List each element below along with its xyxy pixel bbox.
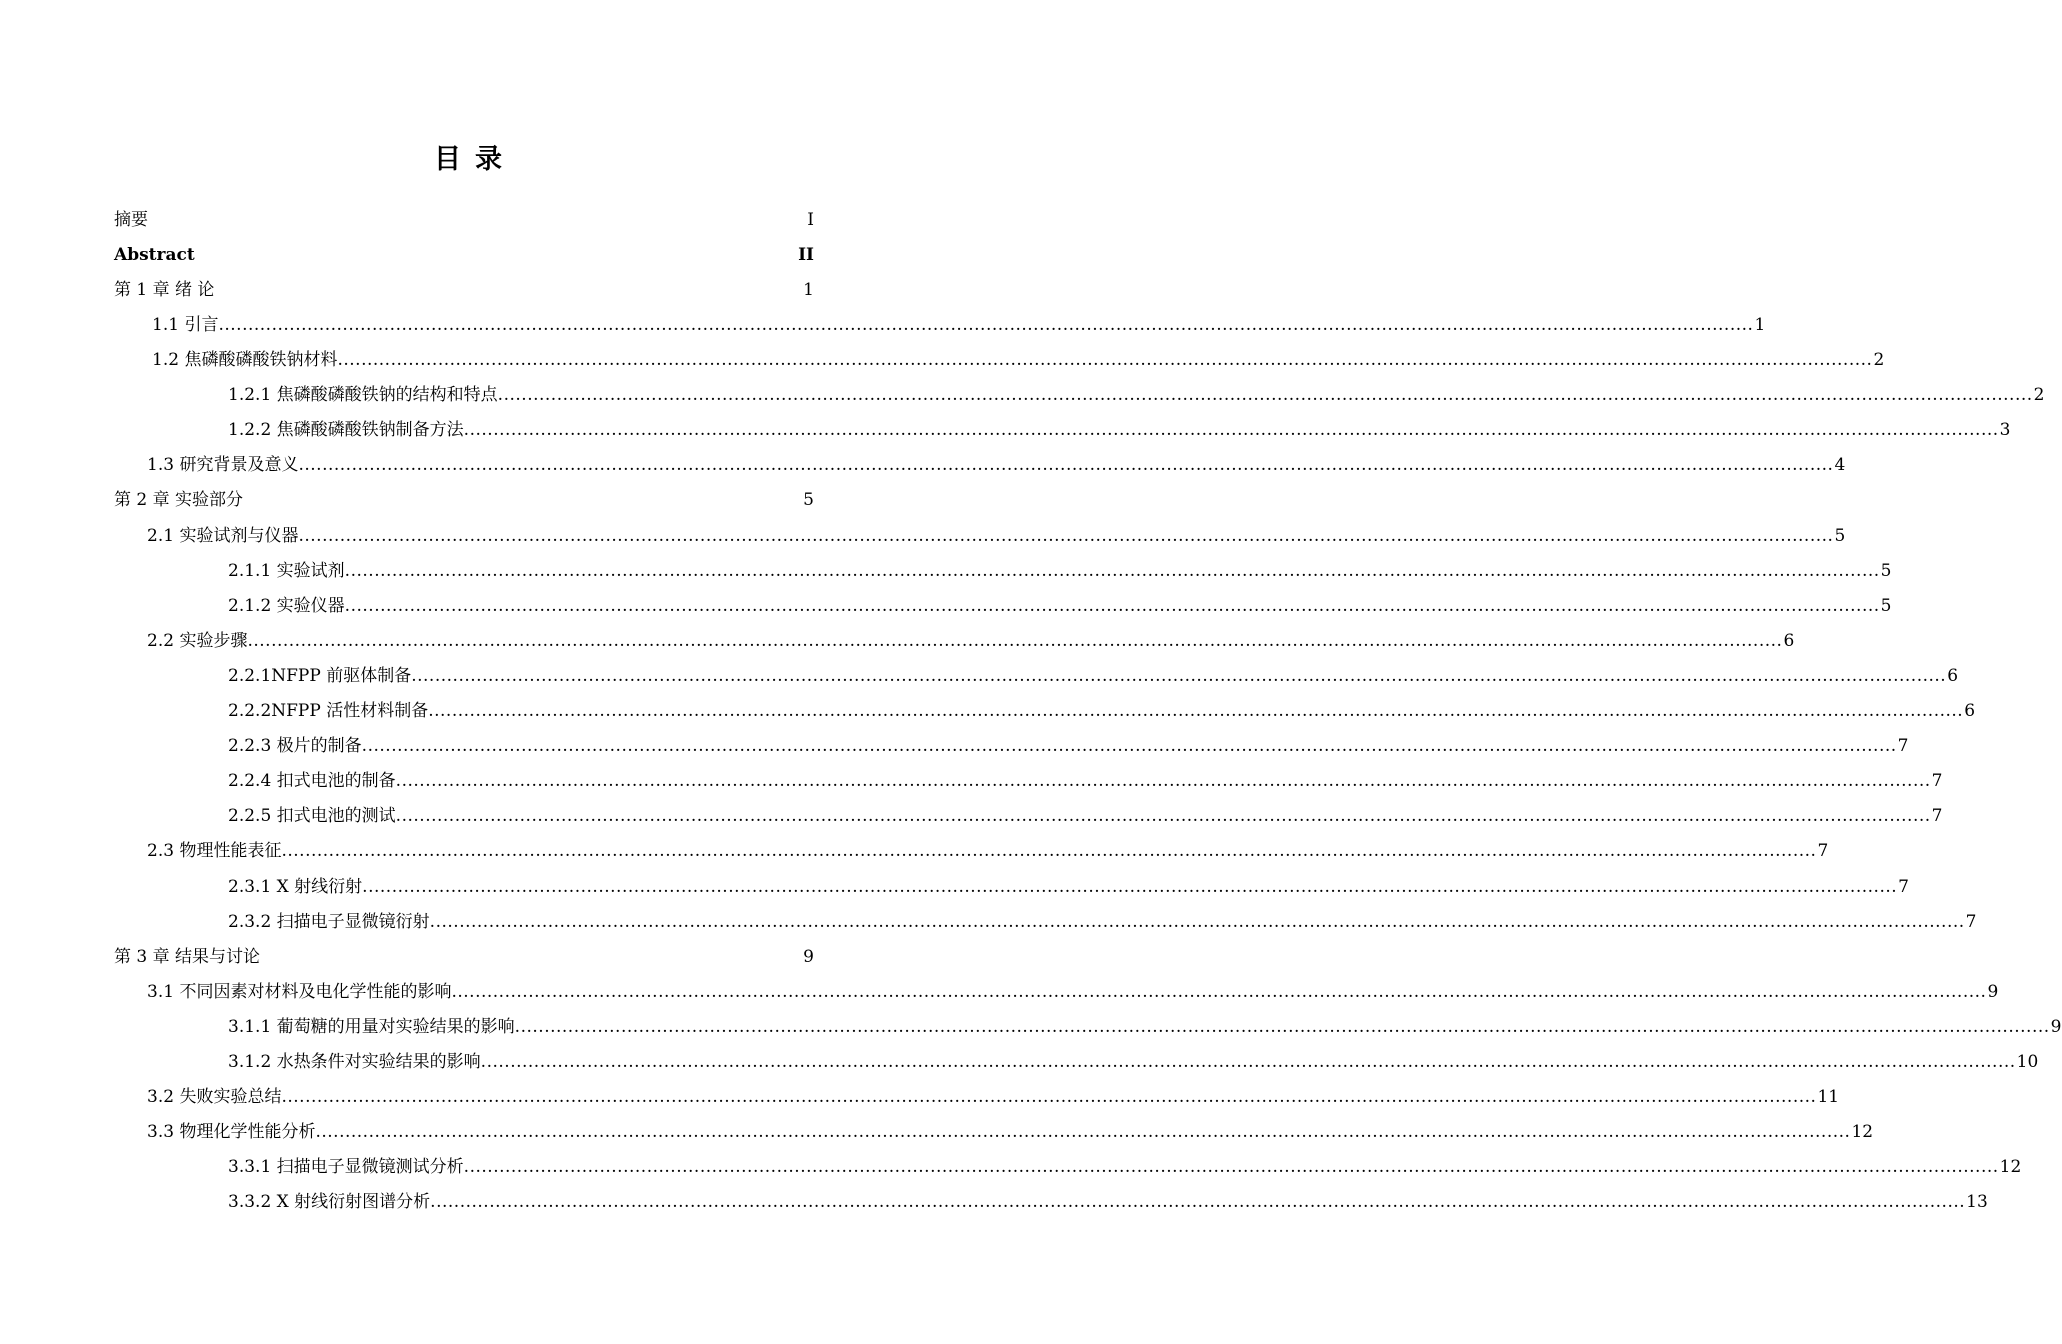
dot-leader: .................................................................................................................................................................................................................................................................... (411, 666, 1947, 686)
dot-leader: .................................................................................................................................................................................................................................................................... (428, 701, 1964, 721)
toc-entry-label: 3.1.1 葡萄糖的用量对实验结果的影响 (228, 1017, 515, 1037)
dot-leader: .................................................................................................................................................................................................................................................................... (298, 455, 1834, 475)
toc-entry-3-1-2[interactable] (228, 1049, 2039, 1075)
toc-entry-page: II (798, 245, 814, 265)
dot-leader: .................................................................................................................................................................................................................................................................... (480, 1052, 2016, 1072)
toc-entry-label: 2.3.1 X 射线衍射 (228, 877, 363, 897)
toc-entry-2-1-2[interactable] (228, 593, 1892, 619)
dot-leader: .................................................................................................................................................................................................................................................................... (344, 561, 1880, 581)
toc-chapter-label: 第 3 章 结果与讨论 (114, 947, 261, 967)
toc-entry-label: 2.3.2 扫描电子显微镜衍射 (228, 912, 430, 932)
toc-chapter-label: 第 2 章 实验部分 (114, 490, 244, 510)
toc-chapter-page: 1 (803, 280, 814, 300)
toc-chapter-label: 第 1 章 绪 论 (114, 280, 215, 300)
toc-entry-2-3-2[interactable] (228, 909, 1977, 935)
toc-entry-2-3[interactable] (147, 838, 1829, 864)
dot-leader: .................................................................................................................................................................................................................................................................... (247, 631, 1783, 651)
toc-entry-3-3[interactable] (147, 1119, 1874, 1145)
toc-entry-page: 7 (1898, 877, 1909, 897)
dot-leader: .................................................................................................................................................................................................................................................................... (362, 877, 1898, 897)
toc-entry-page: 7 (1897, 736, 1909, 756)
toc-entry-3-3-2[interactable] (228, 1189, 1988, 1215)
toc-entry-page: 4 (1834, 455, 1846, 475)
toc-title: 目录 (434, 144, 516, 175)
toc-entry-page: 5 (1880, 561, 1892, 581)
toc-entry-page: 6 (1964, 701, 1976, 721)
toc-entry-3-3-1[interactable] (228, 1154, 2022, 1180)
dot-leader: .................................................................................................................................................................................................................................................................... (451, 982, 1987, 1002)
dot-leader: .................................................................................................................................................................................................................................................................... (395, 806, 1931, 826)
toc-entry-2-2-3[interactable] (228, 733, 1909, 759)
dot-leader: .................................................................................................................................................................................................................................................................... (281, 1087, 1817, 1107)
toc-entry-label: 摘要 (114, 210, 148, 230)
toc-entry-1-3[interactable] (147, 452, 1846, 478)
toc-entry-2-3-1[interactable] (228, 874, 1909, 900)
toc-entry-page: 7 (1931, 806, 1943, 826)
toc-entry-3-1[interactable] (147, 979, 1999, 1005)
toc-chapter-page: 5 (803, 490, 814, 510)
toc-entry-2-1[interactable] (147, 523, 1846, 549)
toc-entry-2-2-1[interactable] (228, 663, 1959, 689)
toc-entry-1-1[interactable] (152, 312, 1766, 338)
dot-leader: .................................................................................................................................................................................................................................................................... (497, 385, 2033, 405)
toc-entry-2-1-1[interactable] (228, 558, 1892, 584)
toc-entry-label: 1.2.1 焦磷酸磷酸铁钠的结构和特点 (228, 385, 498, 405)
toc-entry-1-2[interactable] (152, 347, 1885, 373)
toc-entry-2-2-4[interactable] (228, 768, 1943, 794)
toc-entry-page: 2 (2033, 385, 2045, 405)
toc-entry-page: 1 (1754, 315, 1766, 335)
toc-entry-2-2-2[interactable] (228, 698, 1976, 724)
toc-entry-page: 7 (1965, 912, 1977, 932)
toc-entry-3-2[interactable] (147, 1084, 1840, 1110)
toc-chapter-page: 9 (803, 947, 814, 967)
toc-entry-label: 2.2.1NFPP 前驱体制备 (228, 666, 412, 686)
toc-entry-label: 2.2 实验步骤 (147, 631, 248, 651)
toc-entry-page: 6 (1783, 631, 1795, 651)
dot-leader: .................................................................................................................................................................................................................................................................... (337, 350, 1873, 370)
toc-entry-label: 3.2 失败实验总结 (147, 1087, 282, 1107)
toc-entry-abstract-en[interactable] (114, 242, 814, 268)
toc-entry-label: 2.2.4 扣式电池的制备 (228, 771, 396, 791)
toc-entry-page: 12 (1999, 1157, 2022, 1177)
toc-entry-page: 9 (1987, 982, 1999, 1002)
toc-entry-label: 2.2.3 极片的制备 (228, 736, 362, 756)
toc-entry-page: 11 (1817, 1087, 1840, 1107)
toc-entry-2-2-5[interactable] (228, 803, 1943, 829)
toc-entry-abstract-cn[interactable] (114, 207, 814, 233)
toc-entry-1-2-2[interactable] (228, 417, 2011, 443)
dot-leader: .................................................................................................................................................................................................................................................................... (463, 420, 1999, 440)
toc-entry-page: 13 (1966, 1192, 1988, 1212)
toc-entry-label: 1.2.2 焦磷酸磷酸铁钠制备方法 (228, 420, 464, 440)
toc-entry-label: 3.1.2 水热条件对实验结果的影响 (228, 1052, 481, 1072)
toc-entry-label: 3.1 不同因素对材料及电化学性能的影响 (147, 982, 452, 1002)
toc-entry-label: 2.1.1 实验试剂 (228, 561, 345, 581)
toc-entry-page: I (807, 210, 814, 230)
toc-entry-label: 3.3.1 扫描电子显微镜测试分析 (228, 1157, 464, 1177)
toc-entry-page: 10 (2016, 1052, 2039, 1072)
toc-chapter-2[interactable] (114, 487, 814, 513)
toc-entry-page: 5 (1834, 526, 1846, 546)
toc-entry-page: 7 (1931, 771, 1943, 791)
toc-entry-2-2[interactable] (147, 628, 1795, 654)
toc-entry-label: 1.2 焦磷酸磷酸铁钠材料 (152, 350, 338, 370)
toc-entry-3-1-1[interactable] (228, 1014, 2062, 1040)
toc-chapter-1[interactable] (114, 277, 814, 303)
dot-leader: .................................................................................................................................................................................................................................................................... (218, 315, 1754, 335)
toc-entry-label: 2.1.2 实验仪器 (228, 596, 345, 616)
toc-entry-label: 2.1 实验试剂与仪器 (147, 526, 299, 546)
toc-entry-page: 2 (1873, 350, 1885, 370)
toc-entry-page: 6 (1947, 666, 1959, 686)
toc-entry-page: 7 (1817, 841, 1829, 861)
dot-leader: .................................................................................................................................................................................................................................................................... (430, 1192, 1966, 1212)
toc-entry-page: 3 (1999, 420, 2011, 440)
toc-entry-label: 3.3.2 X 射线衍射图谱分析 (228, 1192, 431, 1212)
toc-entry-page: 12 (1851, 1122, 1874, 1142)
toc-entry-label: 1.1 引言 (152, 315, 219, 335)
toc-entry-1-2-1[interactable] (228, 382, 2045, 408)
toc-entry-page: 9 (2050, 1017, 2062, 1037)
dot-leader: .................................................................................................................................................................................................................................................................... (315, 1122, 1851, 1142)
toc-entry-label: 3.3 物理化学性能分析 (147, 1122, 316, 1142)
toc-entry-label: 2.3 物理性能表征 (147, 841, 282, 861)
dot-leader: .................................................................................................................................................................................................................................................................... (514, 1017, 2050, 1037)
toc-entry-page: 5 (1880, 596, 1892, 616)
dot-leader: .................................................................................................................................................................................................................................................................... (361, 736, 1897, 756)
toc-entry-label: 2.2.5 扣式电池的测试 (228, 806, 396, 826)
dot-leader: .................................................................................................................................................................................................................................................................... (429, 912, 1965, 932)
toc-entry-label: 1.3 研究背景及意义 (147, 455, 299, 475)
toc-chapter-3[interactable] (114, 944, 814, 970)
dot-leader: .................................................................................................................................................................................................................................................................... (395, 771, 1931, 791)
dot-leader: .................................................................................................................................................................................................................................................................... (298, 526, 1834, 546)
toc-entry-label: Abstract (114, 245, 195, 265)
toc-entry-label: 2.2.2NFPP 活性材料制备 (228, 701, 429, 721)
dot-leader: .................................................................................................................................................................................................................................................................... (463, 1157, 1999, 1177)
dot-leader: .................................................................................................................................................................................................................................................................... (344, 596, 1880, 616)
dot-leader: .................................................................................................................................................................................................................................................................... (281, 841, 1817, 861)
